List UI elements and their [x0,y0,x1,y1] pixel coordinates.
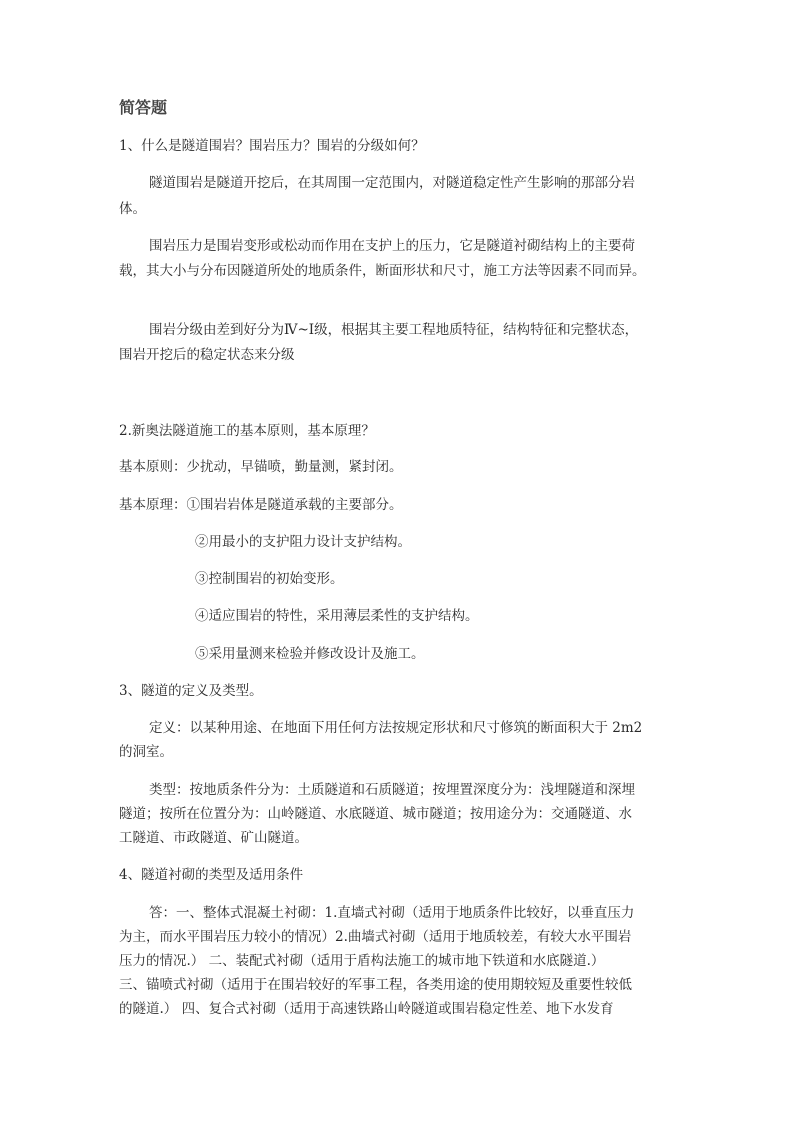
paragraph-line: 隧道围岩是隧道开挖后，在其周围一定范围内，对隧道稳定性产生影响的那部分岩 [149,175,635,191]
doc-title: 简答题 [119,98,168,117]
paragraph-line: 工隧道、市政隧道、矿山隧道。 [119,830,308,846]
paragraph-line: 基本原理：①围岩岩体是隧道承载的主要部分。 [119,497,403,513]
question-1: 1、什么是隧道围岩？围岩压力？围岩的分级如何？ [119,138,425,154]
paragraph-line: 体。 [119,201,146,217]
paragraph-line: 压力的情况.） 二、装配式衬砌（适用于盾构法施工的城市地下铁道和水底隧道.） [119,953,605,969]
paragraph-line: 基本原则：少扰动，早锚喷，勤量测，紧封闭。 [119,459,403,475]
question-3: 3、隧道的定义及类型。 [119,683,263,699]
paragraph-line: 的隧道.） 四、复合式衬砌（适用于高速铁路山岭隧道或围岩稳定性差、地下水发育 [119,1001,614,1017]
paragraph-line: 答：一、整体式混凝土衬砌：1.直墙式衬砌（适用于地质条件比较好，以垂直压力 [149,905,635,921]
list-item: ④适应围岩的特性，采用薄层柔性的支护结构。 [195,608,479,624]
paragraph-line: 定义：以某种用途、在地面下用任何方法按规定形状和尺寸修筑的断面积大于 2m2 [149,720,643,736]
paragraph-line: 载，其大小与分布因隧道所处的地质条件，断面形状和尺寸，施工方法等因素不同而异。 [119,263,646,279]
paragraph-line: 的洞室。 [119,744,173,760]
paragraph-line: 围岩压力是围岩变形或松动而作用在支护上的压力，它是隧道衬砌结构上的主要荷 [149,238,635,254]
question-4: 4、隧道衬砌的类型及适用条件 [119,867,304,883]
paragraph-line: 类型：按地质条件分为：土质隧道和石质隧道；按埋置深度分为：浅埋隧道和深埋 [149,782,635,798]
question-2: 2.新奥法隧道施工的基本原则，基本原理？ [119,423,375,439]
paragraph-line: 为主，而水平围岩压力较小的情况）2.曲墙式衬砌（适用于地质较差，有较大水平围岩 [119,929,632,945]
paragraph-line: 隧道；按所在位置分为：山岭隧道、水底隧道、城市隧道；按用途分为：交通隧道、水 [119,806,632,822]
paragraph-line: 围岩开挖后的稳定状态来分级 [119,347,295,363]
paragraph-line: 围岩分级由差到好分为Ⅳ~Ⅰ级，根据其主要工程地质特征，结构特征和完整状态， [149,322,639,338]
paragraph-line: 三、锚喷式衬砌（适用于在围岩较好的军事工程，各类用途的使用期较短及重要性较低 [119,977,632,993]
list-item: ⑤采用量测来检验并修改设计及施工。 [195,646,425,662]
list-item: ③控制围岩的初始变形。 [195,571,344,587]
list-item: ②用最小的支护阻力设计支护结构。 [195,534,411,550]
